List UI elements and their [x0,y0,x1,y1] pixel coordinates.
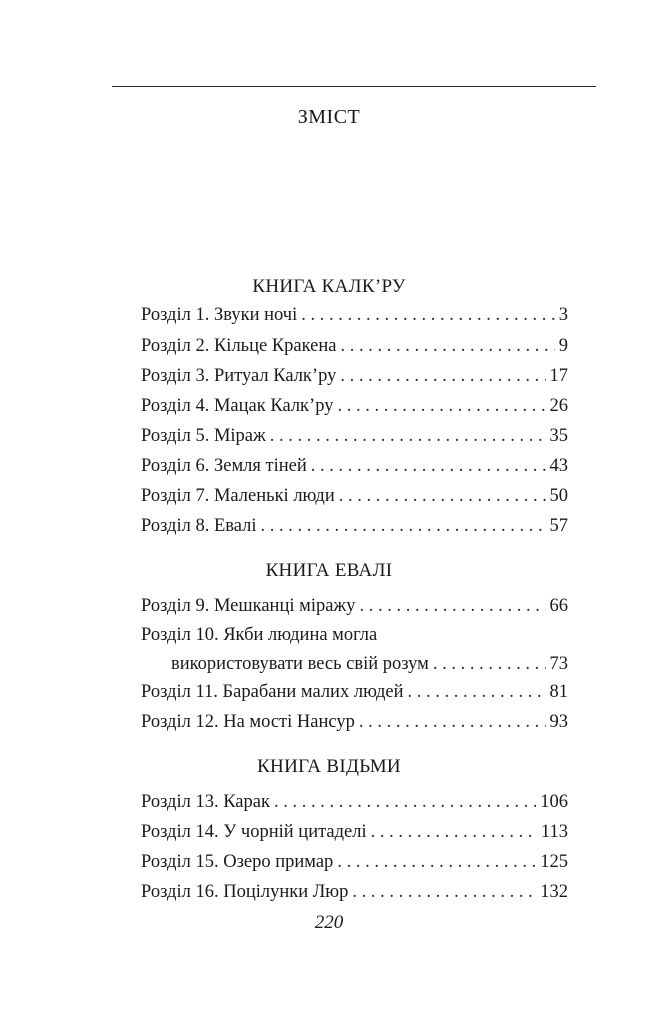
chapter-title: Розділ 16. Поцілунки Люр [141,882,349,902]
toc-title: ЗМІСТ [297,106,361,128]
chapter-title: Розділ 7. Маленькі люди [141,486,335,506]
page-number: 106 [540,792,568,812]
toc-entry-14[interactable] [141,820,568,844]
chapter-title: Розділ 14. У чорній цитаделі [141,822,367,842]
dot-leader [371,820,537,844]
chapter-title: Розділ 6. Земля тіней [141,456,307,476]
dot-leader [340,364,545,388]
toc-entry-12[interactable] [141,710,568,734]
dot-leader [341,334,555,358]
chapter-title: Розділ 13. Карак [141,792,270,812]
page-number: 66 [549,596,568,616]
chapter-title: Розділ 2. Кільце Кракена [141,336,337,356]
dot-leader [274,790,536,814]
chapter-title: Розділ 1. Звуки ночі [141,305,298,325]
dot-leader [337,850,536,874]
dot-leader [339,484,546,508]
page-number: 57 [549,516,568,536]
dot-leader [359,710,546,734]
chapter-title: Розділ 11. Барабани малих людей [141,682,404,702]
dot-leader [311,454,546,478]
dot-leader [433,652,546,676]
page-number: 113 [540,822,568,842]
toc-entry-1[interactable] [141,303,568,327]
book-heading-2: КНИГА ЕВАЛІ [265,560,393,581]
page-number: 17 [549,366,568,386]
dot-leader [337,394,545,418]
dot-leader [359,594,545,618]
toc-entry-2[interactable] [141,334,568,358]
page-number: 26 [549,396,568,416]
toc-entry-10[interactable] [171,652,568,676]
page-number: 132 [540,882,568,902]
dot-leader [270,424,546,448]
chapter-title: Розділ 8. Евалі [141,516,257,536]
chapter-title: Розділ 5. Міраж [141,426,266,446]
dot-leader [261,514,546,538]
chapter-title: Розділ 3. Ритуал Калк’ру [141,366,337,386]
chapter-title: Розділ 9. Мешканці міражу [141,596,356,616]
page-number: 81 [549,682,568,702]
page-number: 3 [558,305,568,325]
toc-entry-6[interactable] [141,454,568,478]
toc-entry-11[interactable] [141,680,568,704]
toc-entry-4[interactable] [141,394,568,418]
chapter-title-line1[interactable]: Розділ 10. Якби людина могла [141,625,378,645]
dot-leader [352,880,536,904]
toc-entry-7[interactable] [141,484,568,508]
book-heading-1: КНИГА КАЛК’РУ [252,276,406,297]
page-number-folio: 220 [314,912,344,933]
toc-entry-15[interactable] [141,850,568,874]
toc-entry-9[interactable] [141,594,568,618]
toc-entry-5[interactable] [141,424,568,448]
toc-entry-13[interactable] [141,790,568,814]
dot-leader [407,680,545,704]
page-number: 43 [549,456,568,476]
page-number: 73 [549,654,568,674]
dot-leader [301,303,555,327]
page-number: 50 [549,486,568,506]
toc-entry-3[interactable] [141,364,568,388]
chapter-title: Розділ 12. На мості Нансур [141,712,355,732]
top-rule [112,86,596,87]
toc-entry-16[interactable] [141,880,568,904]
page-number: 35 [549,426,568,446]
book-heading-3: КНИГА ВІДЬМИ [257,756,401,777]
page-number: 125 [540,852,568,872]
chapter-title-continued: використовувати весь свій розум [171,654,429,674]
page-number: 9 [558,336,568,356]
page-number: 93 [549,712,568,732]
toc-entry-8[interactable] [141,514,568,538]
chapter-title: Розділ 4. Мацак Калк’ру [141,396,334,416]
chapter-title: Розділ 15. Озеро примар [141,852,334,872]
